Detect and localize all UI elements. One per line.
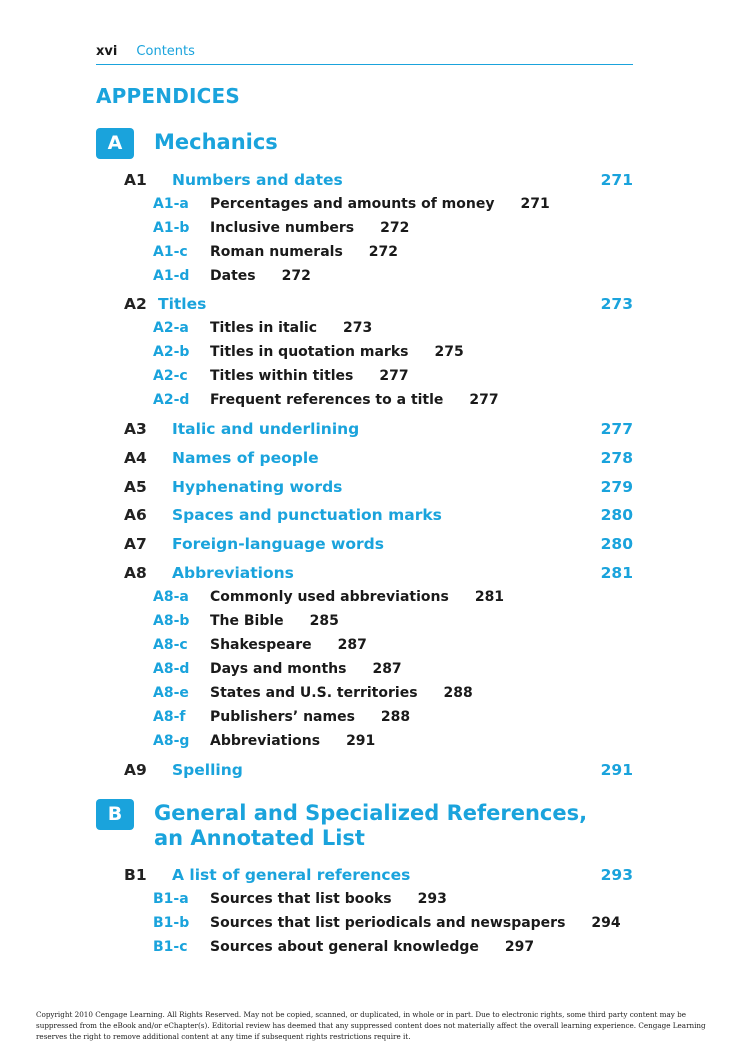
chapter-title: Abbreviations bbox=[172, 564, 294, 582]
chapter-title: Italic and underlining bbox=[172, 420, 360, 438]
toc-sub-a1-c[interactable] bbox=[153, 244, 398, 264]
chapter-number: A4 bbox=[124, 449, 147, 467]
part-badge: A bbox=[96, 128, 134, 159]
sub-number: A1-a bbox=[153, 196, 189, 212]
sub-title: Commonly used abbreviations bbox=[210, 589, 449, 605]
chapter-title: Titles bbox=[158, 295, 207, 313]
sub-title: Sources that list periodicals and newspapers bbox=[210, 915, 566, 931]
chapter-page: 278 bbox=[600, 449, 633, 467]
running-header bbox=[96, 40, 633, 65]
toc-chapter-a5[interactable] bbox=[124, 478, 633, 500]
toc-sub-a8-a[interactable] bbox=[153, 589, 504, 609]
sub-title: The Bible bbox=[210, 613, 284, 629]
chapter-number: B1 bbox=[124, 866, 147, 884]
toc-sub-a1-b[interactable] bbox=[153, 220, 409, 240]
toc-sub-a2-b[interactable] bbox=[153, 344, 464, 364]
chapter-title: Numbers and dates bbox=[172, 171, 343, 189]
toc-chapter-a3[interactable] bbox=[124, 420, 633, 442]
toc-sub-b1-b[interactable] bbox=[153, 915, 621, 935]
sub-page: 291 bbox=[346, 733, 376, 749]
sub-number: A8-a bbox=[153, 589, 189, 605]
copyright-footer: Copyright 2010 Cengage Learning. All Rights Reserved. May not be copied, scanned, or duplicated, in whole or in part. Due to electronic rights, some third party content may be suppressed from the eBook and/or eChapter(s). Editorial review has deemed that any suppressed content does not materially affect the overall learning experience. Cengage Learning reserves the right to remove additional content at any time if subsequent rights restrictions require it. bbox=[36, 1010, 706, 1041]
sub-title: Shakespeare bbox=[210, 637, 312, 653]
toc-sub-a1-d[interactable] bbox=[153, 268, 311, 288]
chapter-page: 280 bbox=[600, 535, 633, 553]
sub-title: Frequent references to a title bbox=[210, 392, 444, 408]
part-title-line: Mechanics bbox=[154, 130, 278, 154]
sub-number: A8-b bbox=[153, 613, 190, 629]
sub-number: A1-d bbox=[153, 268, 190, 284]
page-number: xvi bbox=[96, 44, 118, 59]
chapter-page: 291 bbox=[600, 761, 633, 779]
sub-page: 293 bbox=[417, 891, 447, 907]
toc-sub-a8-f[interactable] bbox=[153, 709, 410, 729]
sub-number: A8-f bbox=[153, 709, 186, 725]
sub-title: Sources about general knowledge bbox=[210, 939, 479, 955]
toc-chapter-b1[interactable] bbox=[124, 866, 633, 888]
chapter-title: Spaces and punctuation marks bbox=[172, 506, 442, 524]
sub-page: 272 bbox=[380, 220, 410, 236]
toc-sub-a2-c[interactable] bbox=[153, 368, 409, 388]
sub-page: 288 bbox=[380, 709, 411, 725]
sub-page: 272 bbox=[368, 244, 399, 260]
sub-number: B1-c bbox=[153, 939, 188, 955]
toc-sub-a8-b[interactable] bbox=[153, 613, 339, 633]
sub-number: A8-c bbox=[153, 637, 188, 653]
chapter-page: 271 bbox=[600, 171, 633, 189]
part-title[interactable] bbox=[154, 130, 278, 155]
sub-number: A8-d bbox=[153, 661, 190, 677]
toc-sub-a8-c[interactable] bbox=[153, 637, 367, 657]
sub-title: Inclusive numbers bbox=[210, 220, 355, 236]
sub-page: 273 bbox=[343, 320, 373, 336]
sub-title: Sources that list books bbox=[210, 891, 392, 907]
sub-page: 275 bbox=[434, 344, 464, 360]
chapter-title: Hyphenating words bbox=[172, 478, 343, 496]
sub-number: A1-b bbox=[153, 220, 190, 236]
sub-number: A8-g bbox=[153, 733, 190, 749]
chapter-page: 277 bbox=[600, 420, 633, 438]
part-title-line: General and Specialized References, bbox=[154, 801, 588, 825]
chapter-number: A9 bbox=[124, 761, 147, 779]
chapter-number: A8 bbox=[124, 564, 147, 582]
sub-title: Dates bbox=[210, 268, 256, 284]
chapter-title: Spelling bbox=[172, 761, 243, 779]
sub-page: 287 bbox=[337, 637, 367, 653]
toc-sub-a8-d[interactable] bbox=[153, 661, 402, 681]
toc-sub-b1-a[interactable] bbox=[153, 891, 447, 911]
toc-chapter-a9[interactable] bbox=[124, 761, 633, 783]
sub-number: A2-a bbox=[153, 320, 189, 336]
part-title[interactable] bbox=[154, 801, 587, 851]
sub-number: B1-b bbox=[153, 915, 190, 931]
chapter-title: Names of people bbox=[172, 449, 319, 467]
sub-number: A1-c bbox=[153, 244, 188, 260]
running-header-title: Contents bbox=[136, 44, 195, 59]
chapter-page: 280 bbox=[600, 506, 633, 524]
sub-page: 271 bbox=[520, 196, 550, 212]
sub-page: 272 bbox=[281, 268, 311, 284]
toc-chapter-a4[interactable] bbox=[124, 449, 633, 471]
toc-sub-a2-d[interactable] bbox=[153, 392, 499, 412]
toc-sub-a8-e[interactable] bbox=[153, 685, 473, 705]
toc-chapter-a7[interactable] bbox=[124, 535, 633, 557]
toc-sub-a1-a[interactable] bbox=[153, 196, 550, 216]
sub-title: Titles within titles bbox=[210, 368, 354, 384]
chapter-number: A2 bbox=[124, 295, 147, 313]
sub-page: 294 bbox=[591, 915, 621, 931]
toc-chapter-a2[interactable] bbox=[124, 295, 633, 317]
part-title-line: an Annotated List bbox=[154, 826, 365, 850]
sub-page: 288 bbox=[443, 685, 473, 701]
sub-page: 281 bbox=[474, 589, 505, 605]
toc-sub-a8-g[interactable] bbox=[153, 733, 375, 753]
chapter-title: Foreign-language words bbox=[172, 535, 384, 553]
chapter-number: A7 bbox=[124, 535, 147, 553]
sub-page: 277 bbox=[469, 392, 499, 408]
chapter-page: 279 bbox=[600, 478, 633, 496]
chapter-title: A list of general references bbox=[172, 866, 411, 884]
chapter-number: A3 bbox=[124, 420, 147, 438]
chapter-number: A6 bbox=[124, 506, 147, 524]
sub-title: Publishers’ names bbox=[210, 709, 355, 725]
sub-page: 287 bbox=[372, 661, 402, 677]
chapter-page: 273 bbox=[600, 295, 633, 313]
sub-title: Percentages and amounts of money bbox=[210, 196, 495, 212]
toc-sub-a2-a[interactable] bbox=[153, 320, 372, 340]
toc-chapter-a8[interactable] bbox=[124, 564, 633, 586]
sub-number: B1-a bbox=[153, 891, 189, 907]
sub-title: Titles in quotation marks bbox=[210, 344, 409, 360]
sub-page: 277 bbox=[379, 368, 409, 384]
sub-title: Titles in italic bbox=[210, 320, 318, 336]
sub-title: Abbreviations bbox=[210, 733, 321, 749]
sub-title: Roman numerals bbox=[210, 244, 343, 260]
sub-title: Days and months bbox=[210, 661, 347, 677]
sub-number: A2-c bbox=[153, 368, 188, 384]
toc-chapter-a6[interactable] bbox=[124, 506, 633, 528]
sub-page: 285 bbox=[309, 613, 339, 629]
sub-number: A2-b bbox=[153, 344, 190, 360]
chapter-page: 293 bbox=[600, 866, 633, 884]
chapter-number: A1 bbox=[124, 171, 147, 189]
part-badge: B bbox=[96, 799, 134, 830]
section-title: APPENDICES bbox=[96, 84, 240, 108]
sub-number: A2-d bbox=[153, 392, 190, 408]
sub-title: States and U.S. territories bbox=[210, 685, 418, 701]
toc-sub-b1-c[interactable] bbox=[153, 939, 534, 959]
chapter-number: A5 bbox=[124, 478, 147, 496]
sub-number: A8-e bbox=[153, 685, 189, 701]
chapter-page: 281 bbox=[600, 564, 633, 582]
toc-chapter-a1[interactable] bbox=[124, 171, 633, 193]
sub-page: 297 bbox=[504, 939, 535, 955]
